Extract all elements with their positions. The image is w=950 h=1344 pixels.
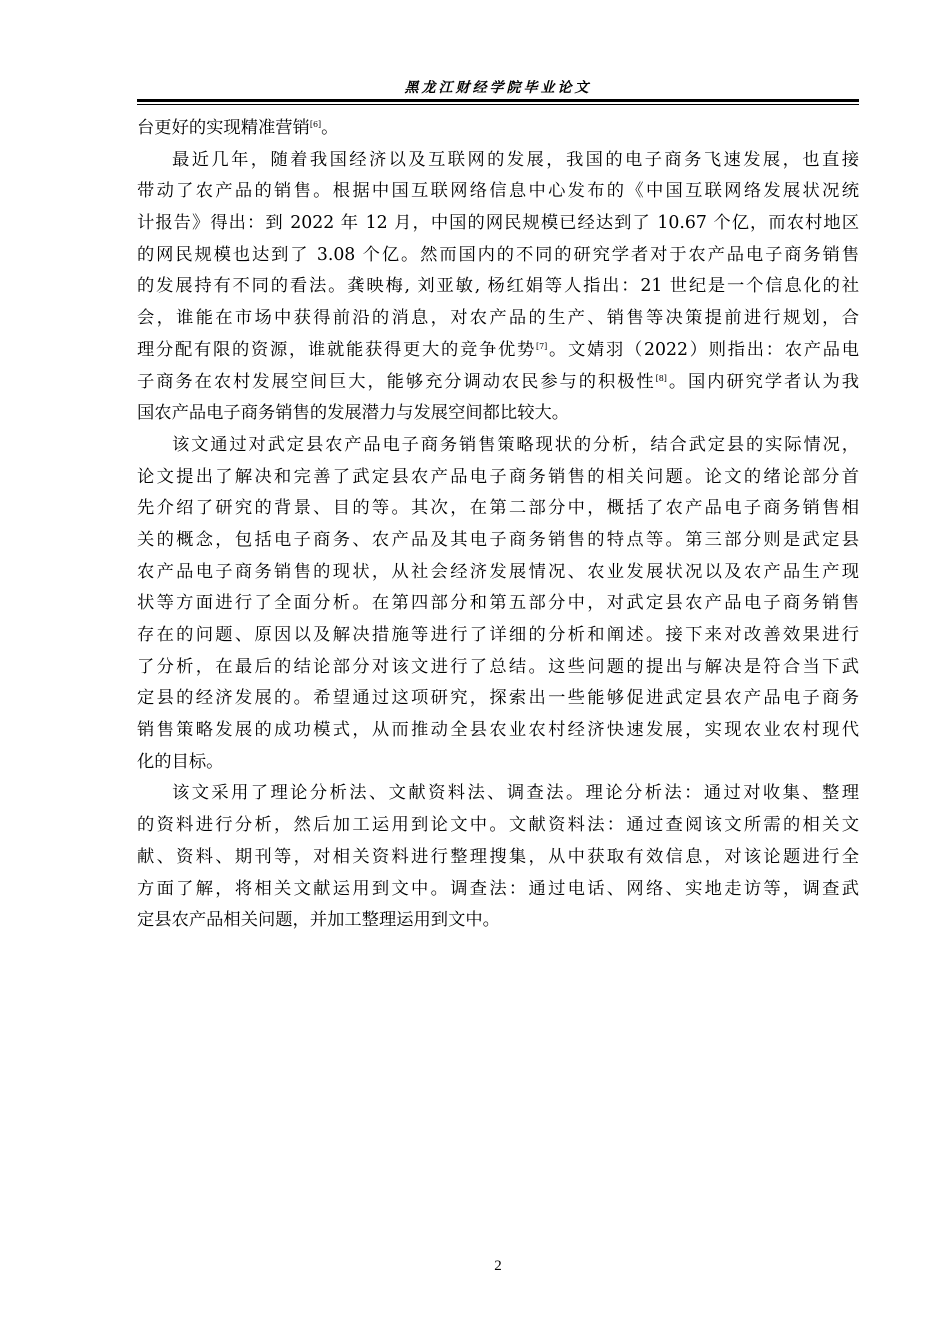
line-text: 计报告》得出：到 2022 年 12 月，中国的网民规模已经达到了 10.67 个亿，而农村地区 [137,213,859,234]
citation-reference: [6] [309,120,322,129]
header-rule-thick [137,99,859,102]
line-text: 会，谁能在市场中获得前沿的消息，对农产品的生产、销售等决策提前进行规划，合 [137,308,859,329]
header-rule-thin [137,104,859,105]
line-text-continued: 。文婧羽（2022）则指出：农产品电 [547,339,859,360]
line-text: 国农产品电子商务销售的发展潜力与发展空间都比较大。 [137,403,570,424]
paragraph-line [137,905,859,937]
line-text: 状等方面进行了全面分析。在第四部分和第五部分中，对武定县农产品电子商务销售 [137,593,859,614]
paragraph-line [137,557,859,589]
line-text: 的资料进行分析，然后加工运用到论文中。文献资料法：通过查阅该文所需的相关文 [137,815,859,836]
line-text: 化的目标。 [137,751,224,772]
paragraph-line [137,620,859,652]
line-text: 了分析，在最后的结论部分对该文进行了总结。这些问题的提出与解决是符合当下武 [137,656,859,677]
line-text: 该文采用了理论分析法、文献资料法、调查法。理论分析法：通过对收集、整理 [172,783,859,804]
paragraph-line [137,367,859,399]
paragraph [137,145,859,430]
paragraph-line [137,874,859,906]
line-text: 献、资料、期刊等，对相关资料进行整理搜集，从中获取有效信息，对该论题进行全 [137,846,859,867]
paragraph-line [137,778,859,810]
line-text: 存在的问题、原因以及解决措施等进行了详细的分析和阐述。接下来对改善效果进行 [137,625,859,645]
paragraph-line [137,588,859,620]
citation-reference: [8] [655,373,667,383]
line-text: 该文通过对武定县农产品电子商务销售策略现状的分析，结合武定县的实际情况， [172,434,859,455]
line-text: 最近几年，随着我国经济以及互联网的发展，我国的电子商务飞速发展，也直接 [172,149,859,170]
line-text: 农产品电子商务销售的现状，从社会经济发展情况、农业发展状况以及农产品生产现 [137,561,859,582]
line-text: 子商务在农村发展空间巨大，能够充分调动农民参与的积极性 [137,371,656,392]
line-text: 的发展持有不同的看法。龚映梅, 刘亚敏, 杨红娟等人指出：21 世纪是一个信息化的社 [137,276,859,297]
line-text-continued: 。 [321,118,339,138]
paragraph-line [137,303,859,335]
paragraph-line [137,145,859,177]
paragraph-line [137,462,859,494]
paragraph-line [137,652,859,684]
line-text: 定县农产品相关问题，并加工整理运用到文中。 [137,910,500,931]
page-number: 2 [494,1258,502,1274]
paragraph [137,778,859,936]
line-text: 带动了农产品的销售。根据中国互联网络信息中心发布的《中国互联网络发展状况统 [137,181,859,202]
line-text: 销售策略发展的成功模式，从而推动全县农业农村经济快速发展，实现农业农村现代 [137,720,859,741]
paragraph-line [137,525,859,557]
line-text-continued: 。国内研究学者认为我 [666,371,859,392]
line-text: 论文提出了解决和完善了武定县农产品电子商务销售的相关问题。论文的绪论部分首 [137,466,859,487]
paragraph-line [137,810,859,842]
paragraph-line [137,683,859,715]
paragraph-line [137,113,859,145]
paragraph-line [137,398,859,430]
line-text: 先介绍了研究的背景、目的等。其次，在第二部分中，概括了农产品电子商务销售相 [137,498,859,519]
paragraph-line [137,176,859,208]
line-text: 台更好的实现精准营销 [137,118,310,138]
paragraph [137,430,859,779]
line-text: 关的概念，包括电子商务、农产品及其电子商务销售的特点等。第三部分则是武定县 [137,529,859,550]
paragraph-line [137,715,859,747]
paragraph-line [137,430,859,462]
paragraph [137,113,859,145]
paragraph-line [137,208,859,240]
paragraph-line [137,240,859,272]
paragraph-line [137,493,859,525]
line-text: 定县的经济发展的。希望通过这项研究，探索出一些能够促进武定县农产品电子商务 [137,688,859,709]
document-body [137,113,859,937]
line-text: 方面了解，将相关文献运用到文中。调查法：通过电话、网络、实地走访等，调查武 [137,878,859,899]
paragraph-line [137,747,859,779]
line-text: 的网民规模也达到了 3.08 个亿。然而国内的不同的研究学者对于农产品电子商务销售 [137,244,859,265]
paragraph-line [137,842,859,874]
citation-reference: [7] [535,341,548,351]
paragraph-line [137,271,859,303]
paragraph-line [137,335,859,367]
page-header-title: 黑龙江财经学院毕业论文 [404,80,592,96]
line-text: 理分配有限的资源，谁就能获得更大的竞争优势 [137,339,536,360]
